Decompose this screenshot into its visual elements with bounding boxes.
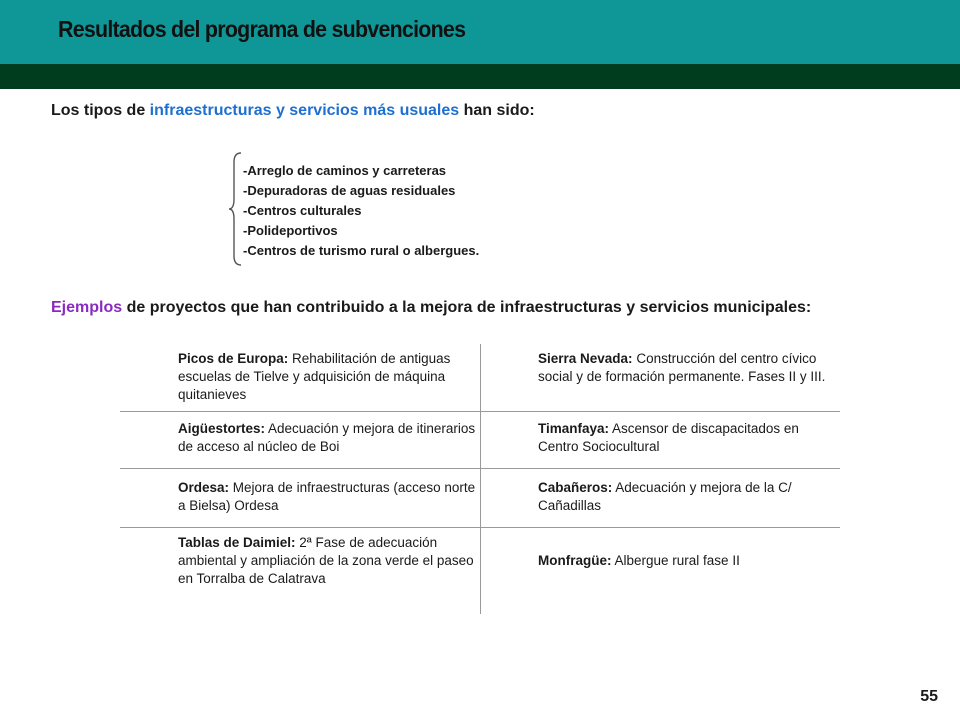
- project-cell-aiguestortes: [178, 420, 478, 456]
- project-cell-timanfaya: [538, 420, 838, 456]
- project-cell-cabaneros: [538, 479, 838, 515]
- project-name: Sierra Nevada:: [538, 351, 633, 366]
- intro-sentence: [51, 102, 535, 120]
- examples-highlight: Ejemplos: [51, 299, 123, 316]
- project-desc: Mejora de infraestructuras (acceso norte a Bielsa) Ordesa: [178, 480, 476, 513]
- project-cell-monfrague: [538, 552, 838, 570]
- projects-table: [120, 344, 840, 614]
- column-divider: [480, 344, 481, 614]
- project-desc: 2ª Fase de adecuación ambiental y ampliación de la zona verde el paseo en Torralba de Calatrava: [178, 535, 474, 586]
- list-item: -Centros de turismo rural o albergues.: [243, 243, 480, 258]
- project-desc: Rehabilitación de antiguas escuelas de Tielve y adquisición de máquina quitanieves: [178, 351, 451, 402]
- page-title: Resultados del programa de subvenciones: [58, 16, 466, 42]
- project-cell-tablas-de-daimiel: [178, 534, 478, 588]
- project-name: Monfragüe:: [538, 553, 612, 568]
- project-desc: Albergue rural fase II: [611, 553, 740, 568]
- page-number: 55: [920, 688, 938, 705]
- project-name: Tablas de Daimiel:: [178, 535, 296, 550]
- intro-highlight: infraestructuras y servicios más usuales: [149, 102, 460, 119]
- intro-text-before: Los tipos de: [51, 102, 150, 119]
- header-strip: [0, 64, 960, 89]
- row-divider: [120, 468, 840, 469]
- list-item: -Depuradoras de aguas residuales: [243, 183, 456, 198]
- project-name: Timanfaya:: [538, 421, 610, 436]
- project-desc: Ascensor de discapacitados en Centro Sociocultural: [538, 421, 799, 454]
- project-desc: Construcción del centro cívico social y de formación permanente. Fases II y III.: [538, 351, 826, 384]
- list-item: -Centros culturales: [243, 203, 362, 218]
- project-desc: Adecuación y mejora de itinerarios de acceso al núcleo de Boi: [178, 421, 476, 454]
- infrastructure-list: [243, 161, 479, 261]
- row-divider: [120, 527, 840, 528]
- project-cell-picos-de-europa: [178, 350, 478, 404]
- project-desc: Adecuación y mejora de la C/ Cañadillas: [538, 480, 792, 513]
- project-name: Cabañeros:: [538, 480, 613, 495]
- project-name: Ordesa:: [178, 480, 230, 495]
- project-cell-sierra-nevada: [538, 350, 838, 386]
- curly-brace-icon: [228, 152, 242, 266]
- list-item: -Arreglo de caminos y carreteras: [243, 163, 447, 178]
- examples-heading: [51, 299, 811, 317]
- project-cell-ordesa: [178, 479, 478, 515]
- project-name: Aigüestortes:: [178, 421, 266, 436]
- list-item: -Polideportivos: [243, 223, 338, 238]
- intro-text-after: han sido:: [459, 102, 535, 119]
- row-divider: [120, 411, 840, 412]
- project-name: Picos de Europa:: [178, 351, 289, 366]
- examples-text-after: de proyectos que han contribuido a la mejora de infraestructuras y servicios municipales:: [122, 299, 812, 316]
